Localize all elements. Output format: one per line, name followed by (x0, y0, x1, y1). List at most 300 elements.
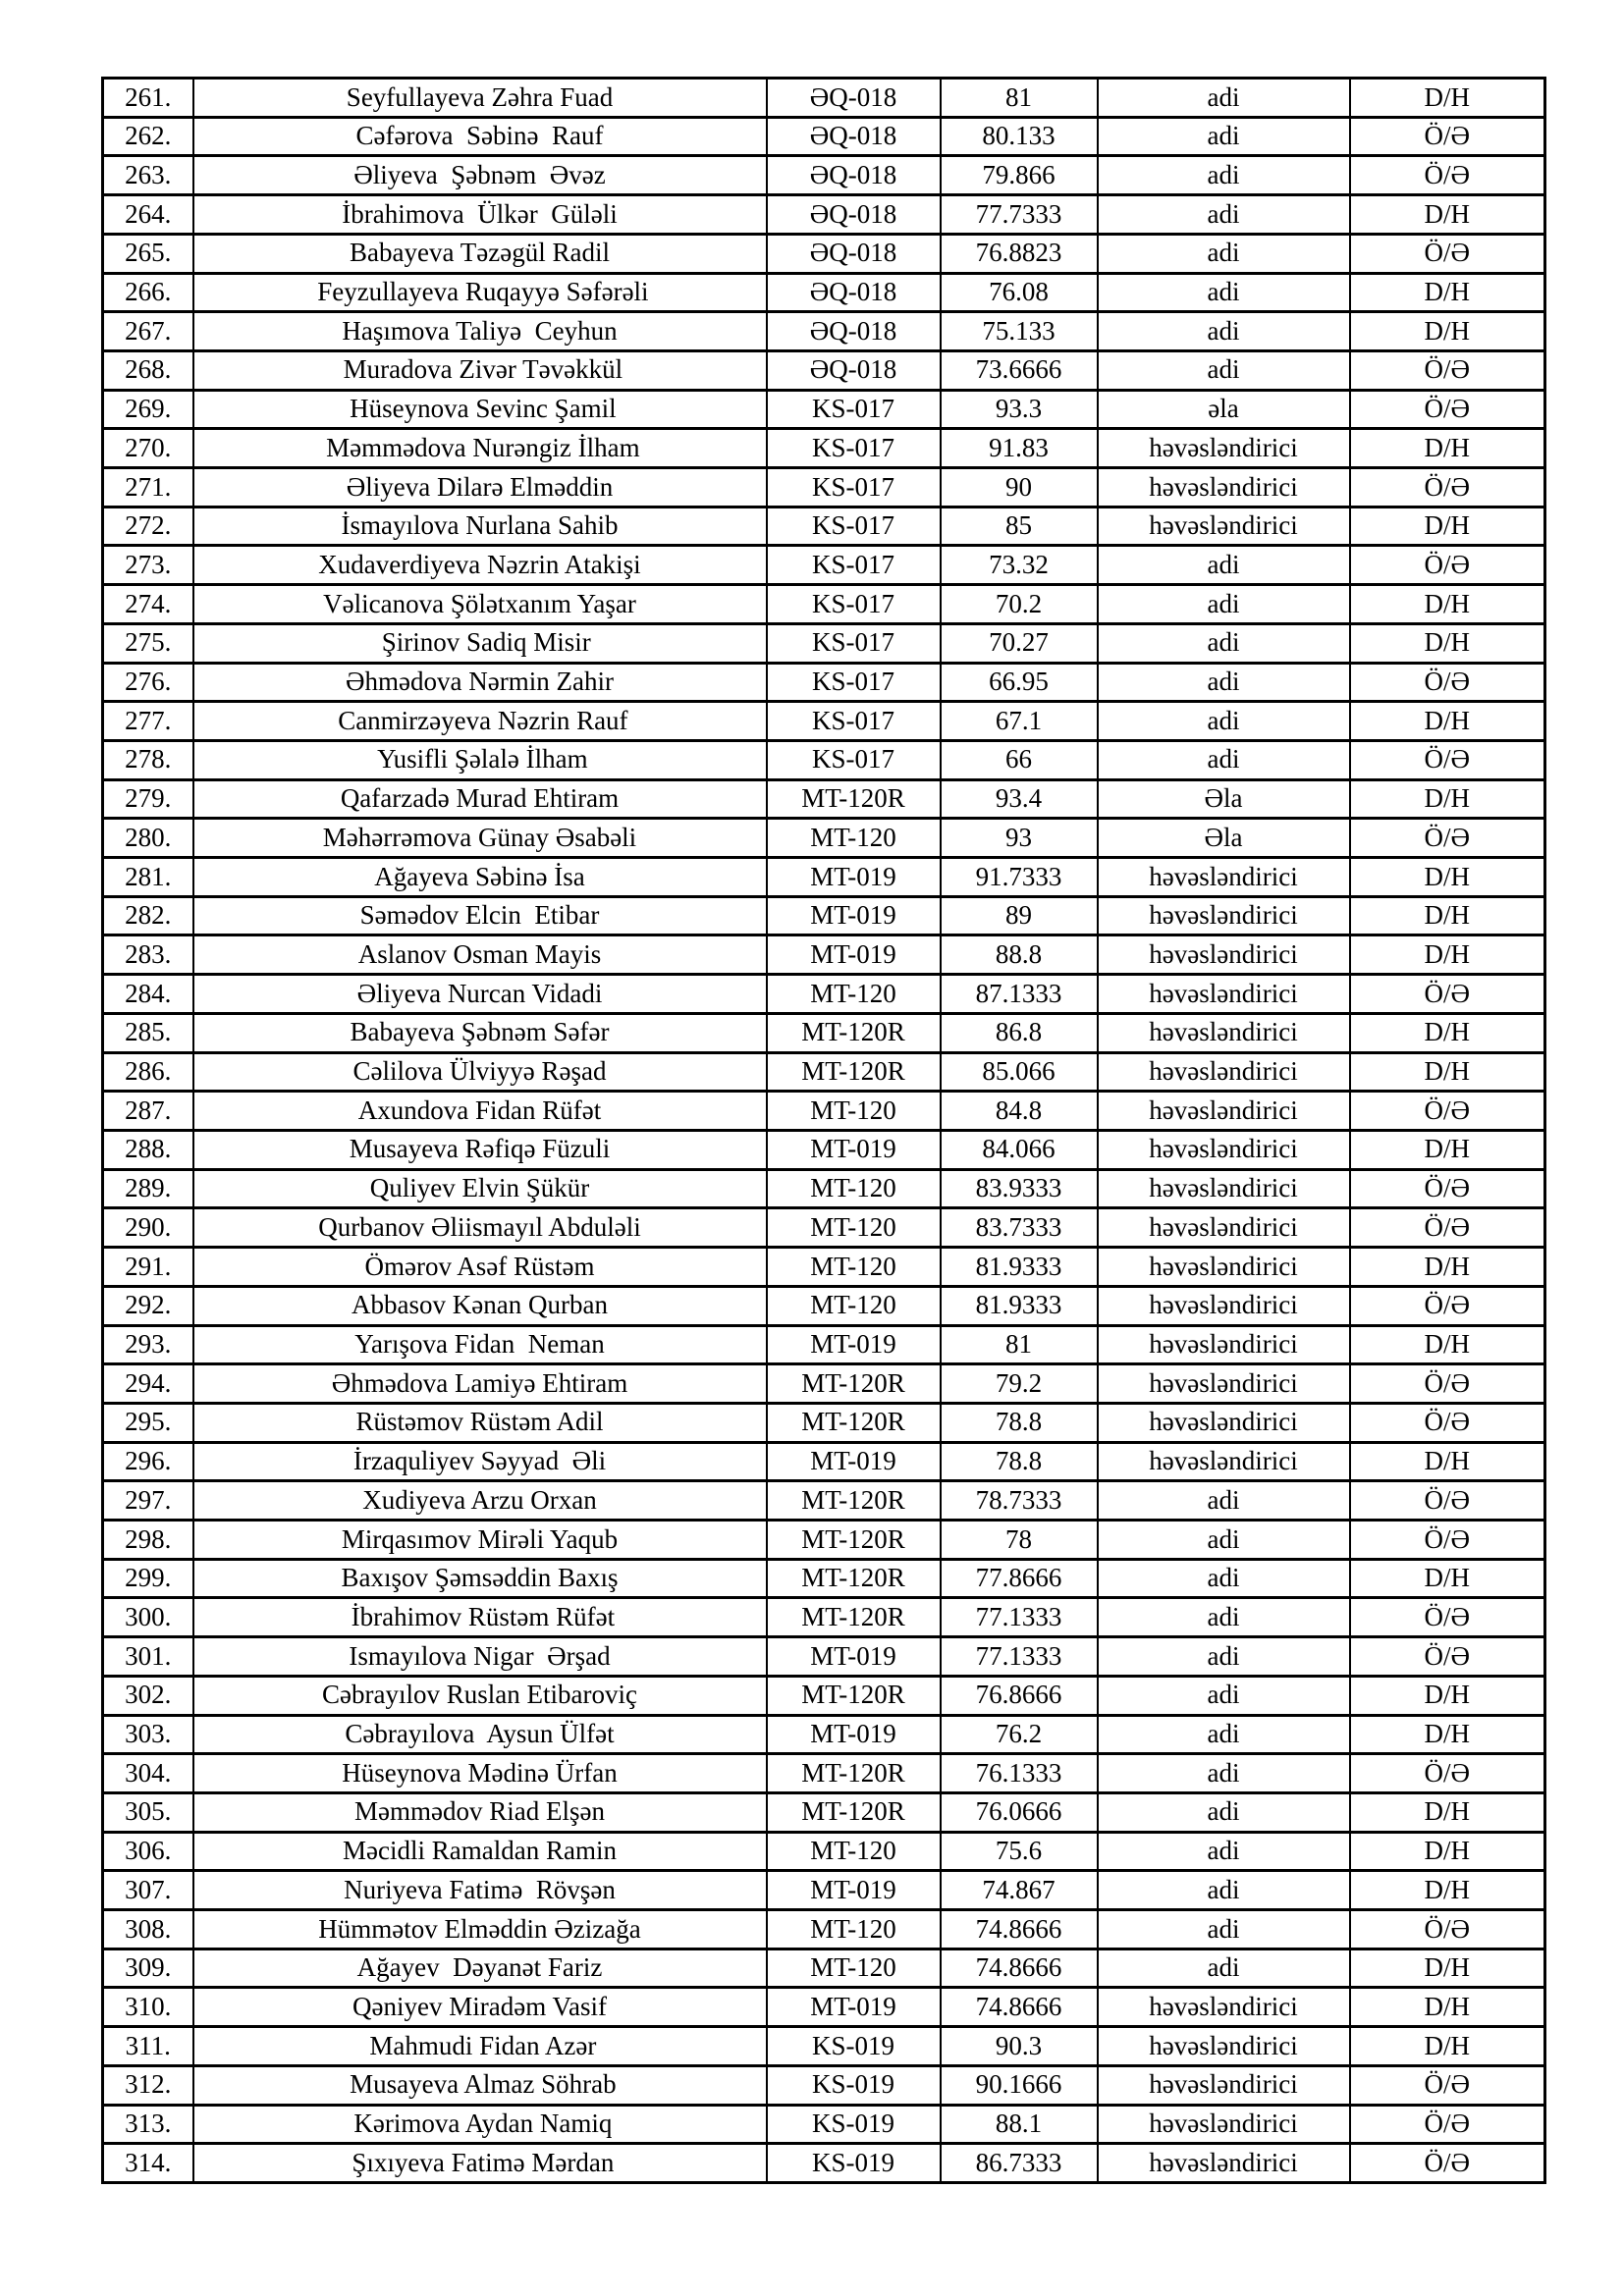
score-cell: 75.133 (941, 312, 1098, 351)
scholarship-type-cell: həvəsləndirici (1098, 1169, 1350, 1208)
scholarship-type-cell: həvəsləndirici (1098, 1052, 1350, 1092)
section-cell: D/H (1350, 1052, 1545, 1092)
group-code-cell: KS-017 (767, 702, 941, 741)
table-row (103, 79, 1545, 118)
group-code-cell: MT-019 (767, 1715, 941, 1754)
group-code-cell: MT-120R (767, 1403, 941, 1442)
scholarship-type-cell: adi (1098, 79, 1350, 118)
row-number-cell: 294. (103, 1364, 193, 1404)
section-cell: D/H (1350, 1248, 1545, 1287)
student-name-cell: Yarışova Fidan Neman (193, 1325, 767, 1364)
student-name-cell: Məmmədova Nurəngiz İlham (193, 429, 767, 468)
scholarship-type-cell: adi (1098, 312, 1350, 351)
table-row (103, 234, 1545, 273)
table-row (103, 507, 1545, 546)
table-row (103, 1092, 1545, 1131)
section-cell: Ö/Ə (1350, 1169, 1545, 1208)
student-name-cell: Məcidli Ramaldan Ramin (193, 1832, 767, 1871)
scholarship-type-cell: adi (1098, 1637, 1350, 1677)
score-cell: 78.8 (941, 1442, 1098, 1481)
student-name-cell: Musayeva Rəfiqə Füzuli (193, 1130, 767, 1169)
table-row (103, 468, 1545, 507)
student-name-cell: Qafarzadə Murad Ehtiram (193, 779, 767, 819)
scholarship-type-cell: həvəsləndirici (1098, 1442, 1350, 1481)
score-cell: 78 (941, 1521, 1098, 1560)
scholarship-type-cell: adi (1098, 546, 1350, 585)
score-cell: 80.133 (941, 117, 1098, 156)
scholarship-type-cell: adi (1098, 156, 1350, 195)
row-number-cell: 268. (103, 350, 193, 390)
score-cell: 76.0666 (941, 1792, 1098, 1832)
student-name-cell: Haşımova Taliyə Ceyhun (193, 312, 767, 351)
score-cell: 76.1333 (941, 1754, 1098, 1793)
group-code-cell: MT-120 (767, 1286, 941, 1325)
row-number-cell: 291. (103, 1248, 193, 1287)
scholarship-type-cell: həvəsləndirici (1098, 935, 1350, 975)
group-code-cell: KS-019 (767, 2065, 941, 2105)
row-number-cell: 303. (103, 1715, 193, 1754)
group-code-cell: MT-019 (767, 935, 941, 975)
student-name-cell: Cəbrayılova Aysun Ülfət (193, 1715, 767, 1754)
student-name-cell: Mirqasımov Mirəli Yaqub (193, 1521, 767, 1560)
section-cell: D/H (1350, 1832, 1545, 1871)
table-row (103, 975, 1545, 1014)
student-name-cell: Feyzullayeva Ruqayyə Səfərəli (193, 273, 767, 312)
row-number-cell: 277. (103, 702, 193, 741)
scholarship-type-cell: adi (1098, 117, 1350, 156)
student-name-cell: Cəbrayılov Ruslan Etibaroviç (193, 1676, 767, 1715)
score-cell: 77.7333 (941, 195, 1098, 235)
scholarship-type-cell: həvəsləndirici (1098, 2065, 1350, 2105)
student-name-cell: Muradova Zivər Təvəkkül (193, 350, 767, 390)
student-name-cell: Əliyeva Nurcan Vidadi (193, 975, 767, 1014)
group-code-cell: MT-019 (767, 858, 941, 897)
section-cell: Ö/Ə (1350, 2065, 1545, 2105)
score-cell: 81 (941, 1325, 1098, 1364)
group-code-cell: KS-017 (767, 623, 941, 663)
group-code-cell: MT-120R (767, 1364, 941, 1404)
scholarship-type-cell: adi (1098, 234, 1350, 273)
group-code-cell: KS-017 (767, 390, 941, 429)
section-cell: D/H (1350, 702, 1545, 741)
section-cell: Ö/Ə (1350, 1364, 1545, 1404)
section-cell: D/H (1350, 1949, 1545, 1988)
row-number-cell: 264. (103, 195, 193, 235)
score-cell: 81.9333 (941, 1286, 1098, 1325)
row-number-cell: 313. (103, 2105, 193, 2144)
scholarship-type-cell: həvəsləndirici (1098, 507, 1350, 546)
score-cell: 66 (941, 740, 1098, 779)
score-cell: 93 (941, 819, 1098, 858)
section-cell: D/H (1350, 507, 1545, 546)
table-row (103, 1988, 1545, 2027)
table-row (103, 1715, 1545, 1754)
row-number-cell: 278. (103, 740, 193, 779)
score-cell: 93.4 (941, 779, 1098, 819)
row-number-cell: 275. (103, 623, 193, 663)
table-row (103, 195, 1545, 235)
scholarship-type-cell: adi (1098, 1792, 1350, 1832)
group-code-cell: MT-120 (767, 1949, 941, 1988)
row-number-cell: 300. (103, 1598, 193, 1637)
score-cell: 91.83 (941, 429, 1098, 468)
row-number-cell: 261. (103, 79, 193, 118)
row-number-cell: 273. (103, 546, 193, 585)
score-cell: 77.1333 (941, 1637, 1098, 1677)
scholarship-type-cell: həvəsləndirici (1098, 2144, 1350, 2183)
table-row (103, 546, 1545, 585)
scholarship-type-cell: həvəsləndirici (1098, 1364, 1350, 1404)
scholarship-type-cell: həvəsləndirici (1098, 1988, 1350, 2027)
section-cell: D/H (1350, 858, 1545, 897)
score-cell: 73.6666 (941, 350, 1098, 390)
row-number-cell: 305. (103, 1792, 193, 1832)
score-cell: 86.8 (941, 1013, 1098, 1052)
score-cell: 74.867 (941, 1871, 1098, 1910)
score-cell: 84.066 (941, 1130, 1098, 1169)
section-cell: D/H (1350, 779, 1545, 819)
student-name-cell: Hüseynova Mədinə Ürfan (193, 1754, 767, 1793)
student-name-cell: İsmayılova Nurlana Sahib (193, 507, 767, 546)
student-name-cell: Qəniyev Miradəm Vasif (193, 1988, 767, 2027)
row-number-cell: 290. (103, 1208, 193, 1248)
score-cell: 76.2 (941, 1715, 1098, 1754)
section-cell: D/H (1350, 1715, 1545, 1754)
row-number-cell: 285. (103, 1013, 193, 1052)
table-row (103, 819, 1545, 858)
group-code-cell: MT-120R (767, 779, 941, 819)
table-row (103, 702, 1545, 741)
student-name-cell: Hüseynova Sevinc Şamil (193, 390, 767, 429)
scholarship-type-cell: həvəsləndirici (1098, 1325, 1350, 1364)
group-code-cell: ƏQ-018 (767, 312, 941, 351)
section-cell: D/H (1350, 1013, 1545, 1052)
section-cell: Ö/Ə (1350, 1092, 1545, 1131)
scholarship-type-cell: həvəsləndirici (1098, 468, 1350, 507)
section-cell: Ö/Ə (1350, 234, 1545, 273)
student-name-cell: Babayeva Şəbnəm Səfər (193, 1013, 767, 1052)
section-cell: D/H (1350, 312, 1545, 351)
score-cell: 90.1666 (941, 2065, 1098, 2105)
scholarship-type-cell: həvəsləndirici (1098, 429, 1350, 468)
student-name-cell: Rüstəmov Rüstəm Adil (193, 1403, 767, 1442)
student-name-cell: Əhmədova Nərmin Zahir (193, 663, 767, 702)
group-code-cell: MT-120R (767, 1598, 941, 1637)
section-cell: D/H (1350, 1442, 1545, 1481)
row-number-cell: 298. (103, 1521, 193, 1560)
score-cell: 81 (941, 79, 1098, 118)
row-number-cell: 304. (103, 1754, 193, 1793)
score-cell: 79.866 (941, 156, 1098, 195)
scholarship-type-cell: adi (1098, 663, 1350, 702)
row-number-cell: 282. (103, 896, 193, 935)
scholarship-type-cell: adi (1098, 1949, 1350, 1988)
row-number-cell: 270. (103, 429, 193, 468)
group-code-cell: KS-019 (767, 2027, 941, 2066)
scholarship-type-cell: adi (1098, 1559, 1350, 1598)
section-cell: Ö/Ə (1350, 156, 1545, 195)
row-number-cell: 309. (103, 1949, 193, 1988)
results-table-body (103, 79, 1545, 2183)
table-row (103, 273, 1545, 312)
row-number-cell: 306. (103, 1832, 193, 1871)
student-name-cell: Cəfərova Səbinə Rauf (193, 117, 767, 156)
score-cell: 83.7333 (941, 1208, 1098, 1248)
table-row (103, 1832, 1545, 1871)
scholarship-type-cell: adi (1098, 1598, 1350, 1637)
section-cell: D/H (1350, 1559, 1545, 1598)
row-number-cell: 280. (103, 819, 193, 858)
section-cell: Ö/Ə (1350, 1637, 1545, 1677)
table-row (103, 1403, 1545, 1442)
group-code-cell: MT-120R (767, 1521, 941, 1560)
group-code-cell: ƏQ-018 (767, 350, 941, 390)
student-name-cell: Yusifli Şəlalə İlham (193, 740, 767, 779)
scholarship-type-cell: adi (1098, 623, 1350, 663)
row-number-cell: 266. (103, 273, 193, 312)
row-number-cell: 296. (103, 1442, 193, 1481)
student-name-cell: Nuriyeva Fatimə Rövşən (193, 1871, 767, 1910)
row-number-cell: 297. (103, 1481, 193, 1521)
row-number-cell: 274. (103, 585, 193, 624)
score-cell: 90.3 (941, 2027, 1098, 2066)
table-row (103, 2105, 1545, 2144)
group-code-cell: MT-120 (767, 1910, 941, 1949)
row-number-cell: 269. (103, 390, 193, 429)
group-code-cell: MT-120 (767, 819, 941, 858)
section-cell: Ö/Ə (1350, 1754, 1545, 1793)
table-row (103, 2144, 1545, 2183)
table-row (103, 390, 1545, 429)
scholarship-type-cell: həvəsləndirici (1098, 896, 1350, 935)
section-cell: Ö/Ə (1350, 390, 1545, 429)
group-code-cell: MT-019 (767, 1325, 941, 1364)
scholarship-type-cell: adi (1098, 1754, 1350, 1793)
group-code-cell: MT-019 (767, 1130, 941, 1169)
score-cell: 70.2 (941, 585, 1098, 624)
table-row (103, 1521, 1545, 1560)
student-name-cell: Xudiyeva Arzu Orxan (193, 1481, 767, 1521)
score-cell: 75.6 (941, 1832, 1098, 1871)
group-code-cell: KS-017 (767, 740, 941, 779)
group-code-cell: MT-120 (767, 975, 941, 1014)
scholarship-type-cell: adi (1098, 1715, 1350, 1754)
student-name-cell: Aslanov Osman Mayis (193, 935, 767, 975)
table-row (103, 663, 1545, 702)
score-cell: 93.3 (941, 390, 1098, 429)
table-row (103, 1481, 1545, 1521)
student-name-cell: İrzaquliyev Səyyad Əli (193, 1442, 767, 1481)
table-row (103, 1364, 1545, 1404)
row-number-cell: 311. (103, 2027, 193, 2066)
section-cell: Ö/Ə (1350, 546, 1545, 585)
score-cell: 86.7333 (941, 2144, 1098, 2183)
table-row (103, 896, 1545, 935)
student-name-cell: Səmədov Elcin Etibar (193, 896, 767, 935)
row-number-cell: 314. (103, 2144, 193, 2183)
score-cell: 83.9333 (941, 1169, 1098, 1208)
table-row (103, 1871, 1545, 1910)
score-cell: 73.32 (941, 546, 1098, 585)
section-cell: Ö/Ə (1350, 2105, 1545, 2144)
group-code-cell: MT-019 (767, 896, 941, 935)
student-name-cell: Cəlilova Ülviyyə Rəşad (193, 1052, 767, 1092)
table-row (103, 350, 1545, 390)
scholarship-type-cell: həvəsləndirici (1098, 2105, 1350, 2144)
group-code-cell: MT-120 (767, 1832, 941, 1871)
section-cell: D/H (1350, 273, 1545, 312)
results-table (101, 77, 1546, 2184)
scholarship-type-cell: həvəsləndirici (1098, 2027, 1350, 2066)
group-code-cell: KS-017 (767, 663, 941, 702)
section-cell: Ö/Ə (1350, 1286, 1545, 1325)
section-cell: D/H (1350, 935, 1545, 975)
student-name-cell: Abbasov Kənan Qurban (193, 1286, 767, 1325)
table-row (103, 858, 1545, 897)
score-cell: 85 (941, 507, 1098, 546)
table-row (103, 585, 1545, 624)
group-code-cell: KS-017 (767, 546, 941, 585)
score-cell: 74.8666 (941, 1949, 1098, 1988)
student-name-cell: İbrahimov Rüstəm Rüfət (193, 1598, 767, 1637)
student-name-cell: Axundova Fidan Rüfət (193, 1092, 767, 1131)
section-cell: D/H (1350, 896, 1545, 935)
score-cell: 78.7333 (941, 1481, 1098, 1521)
student-name-cell: Kərimova Aydan Namiq (193, 2105, 767, 2144)
section-cell: Ö/Ə (1350, 1521, 1545, 1560)
row-number-cell: 293. (103, 1325, 193, 1364)
scholarship-type-cell: həvəsləndirici (1098, 1286, 1350, 1325)
table-row (103, 156, 1545, 195)
table-row (103, 1013, 1545, 1052)
table-row (103, 1052, 1545, 1092)
score-cell: 67.1 (941, 702, 1098, 741)
row-number-cell: 299. (103, 1559, 193, 1598)
group-code-cell: MT-120R (767, 1559, 941, 1598)
section-cell: Ö/Ə (1350, 1403, 1545, 1442)
row-number-cell: 272. (103, 507, 193, 546)
table-row (103, 740, 1545, 779)
group-code-cell: MT-019 (767, 1442, 941, 1481)
score-cell: 81.9333 (941, 1248, 1098, 1287)
row-number-cell: 312. (103, 2065, 193, 2105)
table-row (103, 1286, 1545, 1325)
section-cell: D/H (1350, 623, 1545, 663)
table-row (103, 1325, 1545, 1364)
score-cell: 76.8666 (941, 1676, 1098, 1715)
row-number-cell: 262. (103, 117, 193, 156)
table-row (103, 935, 1545, 975)
row-number-cell: 307. (103, 1871, 193, 1910)
table-row (103, 1637, 1545, 1677)
row-number-cell: 286. (103, 1052, 193, 1092)
scholarship-type-cell: adi (1098, 740, 1350, 779)
student-name-cell: Şıxıyeva Fatimə Mərdan (193, 2144, 767, 2183)
table-row (103, 312, 1545, 351)
group-code-cell: ƏQ-018 (767, 79, 941, 118)
scholarship-type-cell: həvəsləndirici (1098, 1013, 1350, 1052)
table-row (103, 1949, 1545, 1988)
section-cell: D/H (1350, 585, 1545, 624)
score-cell: 77.8666 (941, 1559, 1098, 1598)
scholarship-type-cell: əla (1098, 390, 1350, 429)
group-code-cell: ƏQ-018 (767, 117, 941, 156)
student-name-cell: Məmmədov Riad Elşən (193, 1792, 767, 1832)
section-cell: Ö/Ə (1350, 350, 1545, 390)
row-number-cell: 276. (103, 663, 193, 702)
scholarship-type-cell: həvəsləndirici (1098, 1208, 1350, 1248)
group-code-cell: ƏQ-018 (767, 273, 941, 312)
group-code-cell: MT-120R (767, 1481, 941, 1521)
section-cell: Ö/Ə (1350, 1598, 1545, 1637)
scholarship-type-cell: adi (1098, 585, 1350, 624)
group-code-cell: MT-019 (767, 1637, 941, 1677)
section-cell: Ö/Ə (1350, 1208, 1545, 1248)
section-cell: Ö/Ə (1350, 975, 1545, 1014)
section-cell: D/H (1350, 1676, 1545, 1715)
student-name-cell: Musayeva Almaz Söhrab (193, 2065, 767, 2105)
section-cell: D/H (1350, 1871, 1545, 1910)
section-cell: Ö/Ə (1350, 740, 1545, 779)
score-cell: 74.8666 (941, 1910, 1098, 1949)
score-cell: 66.95 (941, 663, 1098, 702)
score-cell: 89 (941, 896, 1098, 935)
group-code-cell: KS-017 (767, 585, 941, 624)
student-name-cell: Şirinov Sadiq Misir (193, 623, 767, 663)
scholarship-type-cell: adi (1098, 1832, 1350, 1871)
student-name-cell: Ağayev Dəyanət Fariz (193, 1949, 767, 1988)
score-cell: 85.066 (941, 1052, 1098, 1092)
score-cell: 70.27 (941, 623, 1098, 663)
score-cell: 87.1333 (941, 975, 1098, 1014)
scholarship-type-cell: həvəsləndirici (1098, 1130, 1350, 1169)
score-cell: 76.08 (941, 273, 1098, 312)
student-name-cell: Babayeva Təzəgül Radil (193, 234, 767, 273)
scholarship-type-cell: adi (1098, 1521, 1350, 1560)
student-name-cell: Ağayeva Səbinə İsa (193, 858, 767, 897)
score-cell: 88.8 (941, 935, 1098, 975)
scholarship-type-cell: adi (1098, 1676, 1350, 1715)
student-name-cell: Xudaverdiyeva Nəzrin Atakişi (193, 546, 767, 585)
row-number-cell: 265. (103, 234, 193, 273)
row-number-cell: 287. (103, 1092, 193, 1131)
row-number-cell: 271. (103, 468, 193, 507)
student-name-cell: Hümmətov Elməddin Əzizağa (193, 1910, 767, 1949)
section-cell: Ö/Ə (1350, 117, 1545, 156)
student-name-cell: Ömərov Asəf Rüstəm (193, 1248, 767, 1287)
scholarship-type-cell: adi (1098, 273, 1350, 312)
section-cell: D/H (1350, 1792, 1545, 1832)
table-row (103, 2065, 1545, 2105)
score-cell: 78.8 (941, 1403, 1098, 1442)
score-cell: 76.8823 (941, 234, 1098, 273)
row-number-cell: 267. (103, 312, 193, 351)
table-row (103, 117, 1545, 156)
group-code-cell: KS-017 (767, 429, 941, 468)
section-cell: D/H (1350, 1130, 1545, 1169)
section-cell: Ö/Ə (1350, 2144, 1545, 2183)
score-cell: 88.1 (941, 2105, 1098, 2144)
group-code-cell: KS-019 (767, 2105, 941, 2144)
group-code-cell: KS-017 (767, 468, 941, 507)
section-cell: D/H (1350, 1988, 1545, 2027)
section-cell: D/H (1350, 195, 1545, 235)
section-cell: D/H (1350, 2027, 1545, 2066)
scholarship-type-cell: həvəsləndirici (1098, 1092, 1350, 1131)
row-number-cell: 263. (103, 156, 193, 195)
table-row (103, 623, 1545, 663)
scholarship-type-cell: həvəsləndirici (1098, 1403, 1350, 1442)
